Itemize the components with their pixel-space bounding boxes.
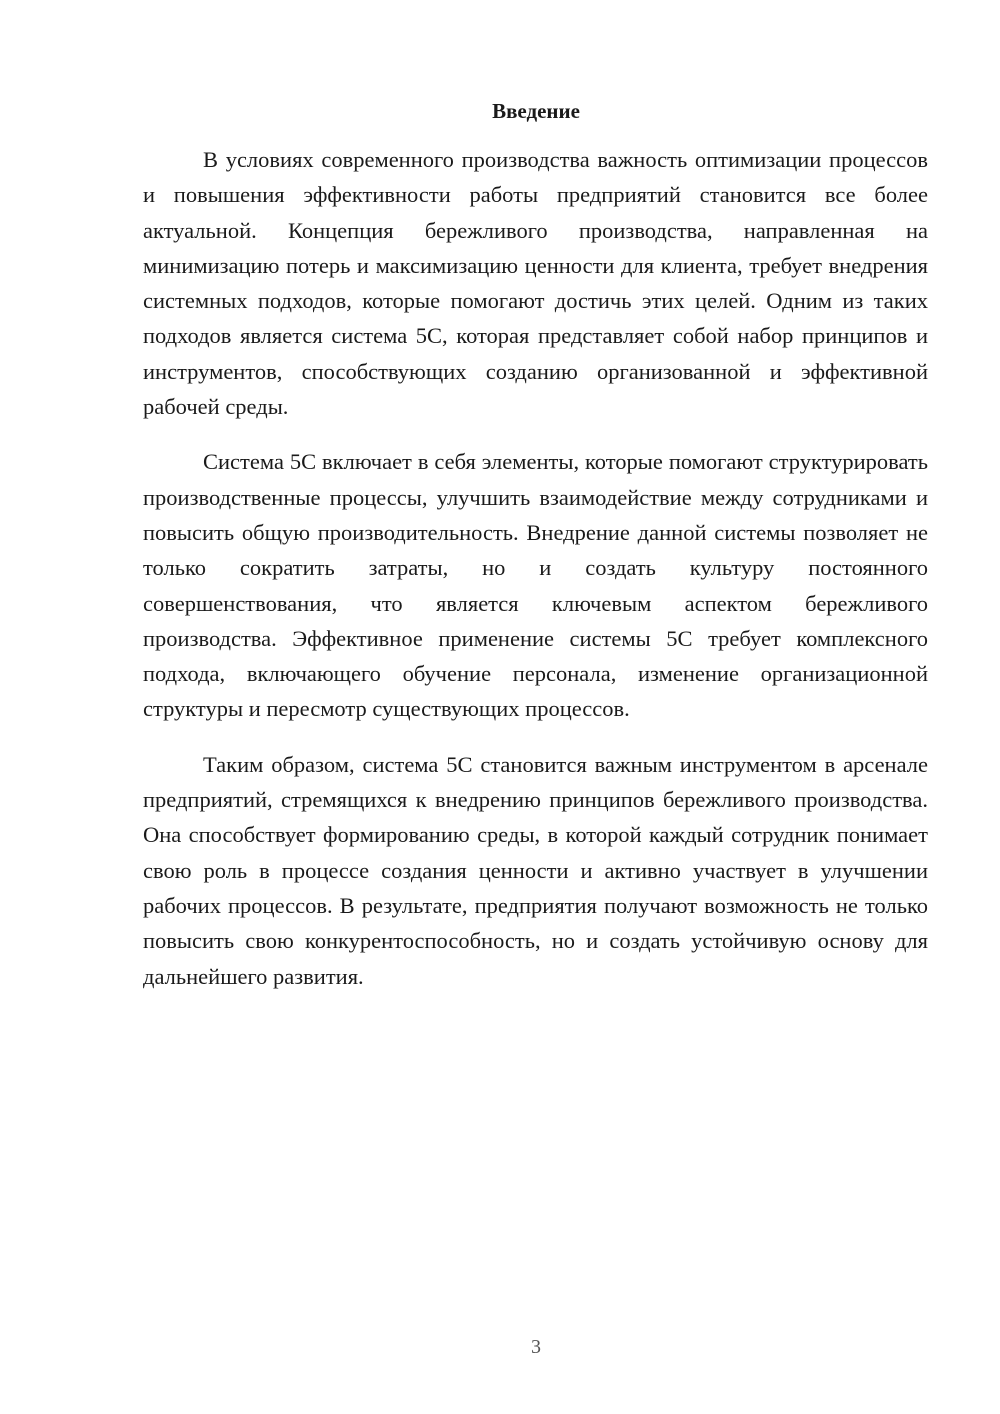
paragraph-3: Таким образом, система 5С становится важным инструментом в арсенале предприятий, стремящихся к внедрению принципов бережливого производства. Она способствует формированию среды, в которой каждый сотрудник понимает свою роль в процессе создания ценности и активно участвует в улучшении рабочих процессов. В результате, предприятия получают возможность не только повысить свою конкурентоспособность, но и создать устойчивую основу для дальнейшего развития. xyxy=(143,751,928,989)
section-title: Введение xyxy=(492,99,580,123)
paragraph-2: Система 5С включает в себя элементы, которые помогают структурировать производственные процессы, улучшить взаимодействие между сотрудниками и повысить общую производительность. Внедрение данной системы позволяет не только сократить затраты, но и создать культуру постоянного совершенствования, что является ключевым аспектом бережливого производства. Эффективное применение системы 5С требует комплексного подхода, включающего обучение персонала, изменение организационной структуры и пересмотр существующих процессов. xyxy=(143,449,928,722)
paragraph-1: В условиях современного производства важность оптимизации процессов и повышения эффективности работы предприятий становится все более актуальной. Концепция бережливого производства, направленная на минимизацию потерь и максимизацию ценности для клиента, требует внедрения системных подходов, которые помогают достичь этих целей. Одним из таких подходов является система 5С, которая представляет собой набор принципов и инструментов, способствующих созданию организованной и эффективной рабочей среды. xyxy=(143,147,928,420)
page-number: 3 xyxy=(531,1336,541,1358)
body-text xyxy=(143,142,928,1014)
